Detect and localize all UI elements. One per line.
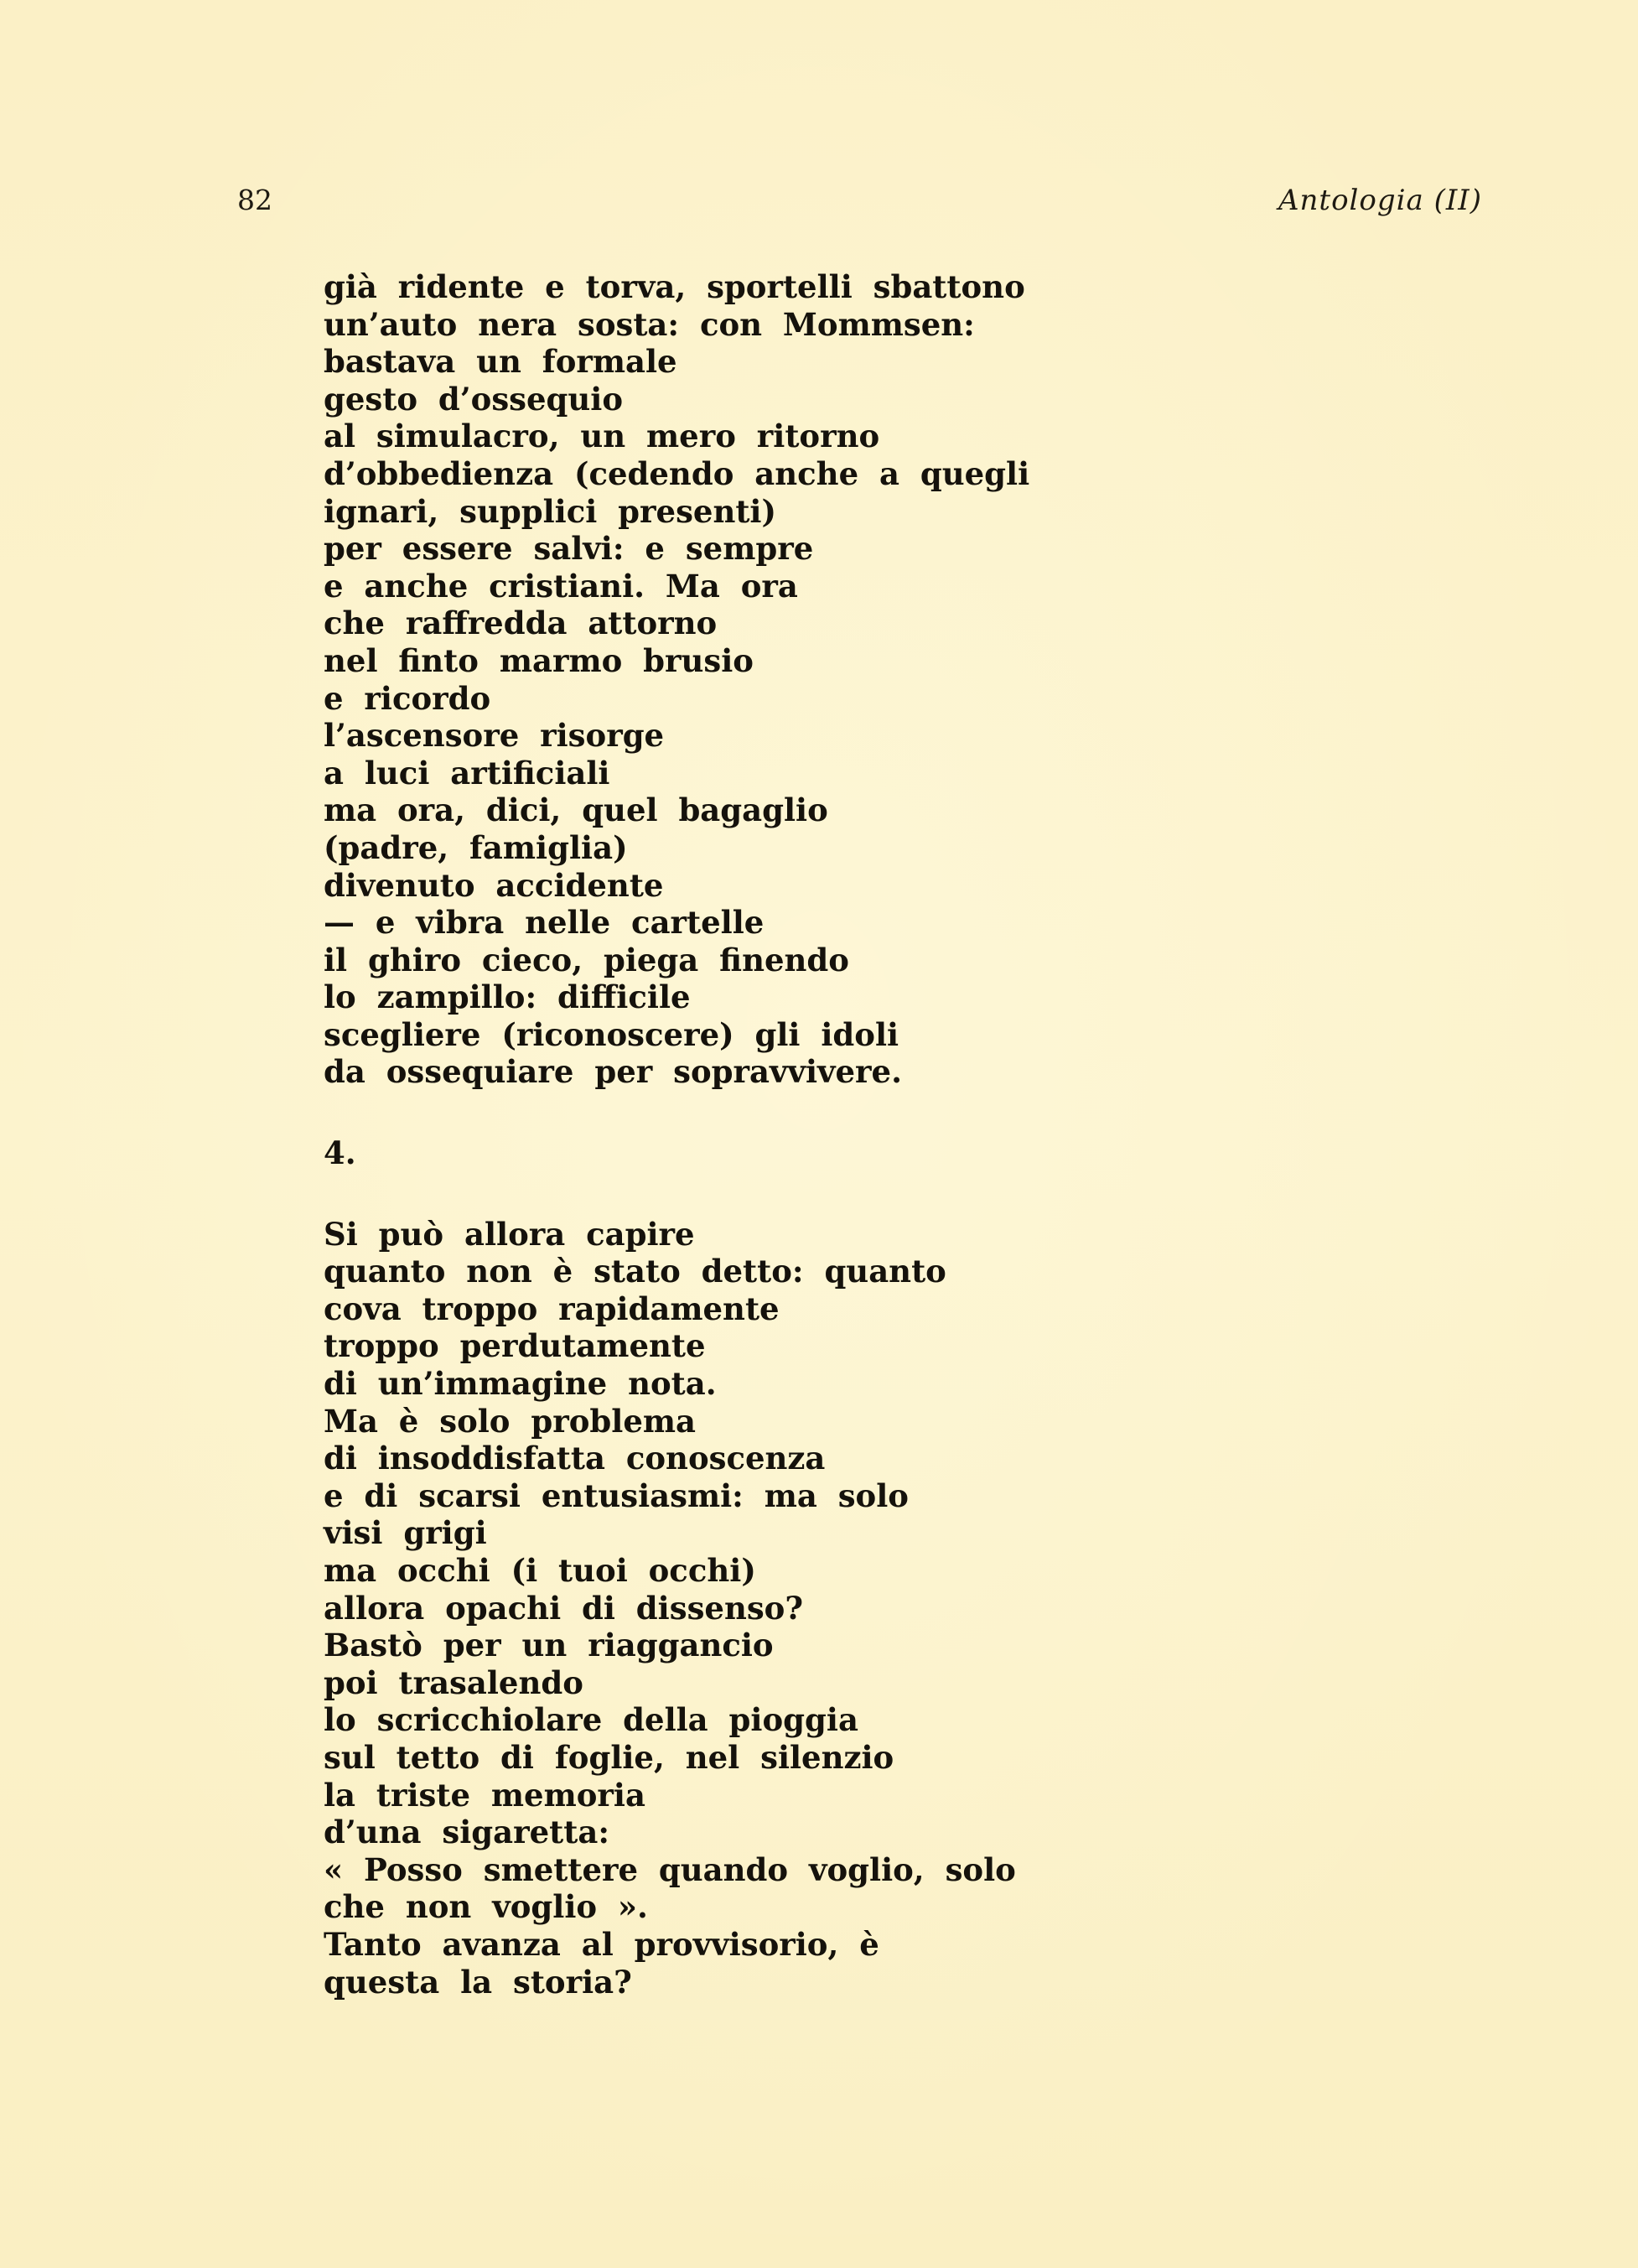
poem-line: l’ascensore risorge [324, 717, 665, 755]
poem-line: che non voglio ». [324, 1888, 648, 1926]
poem-line: a luci artificiali [324, 754, 610, 791]
poem-line: un’auto nera sosta: con Mommsen: [324, 305, 975, 343]
poem-line: da ossequiare per sopravvivere. [324, 1053, 902, 1091]
poem-line: e di scarsi entusiasmi: ma solo [324, 1477, 909, 1514]
poem-body [324, 268, 1413, 2001]
poem-line: « Posso smettere quando voglio, solo [324, 1850, 1016, 1888]
page-number: 82 [237, 184, 272, 216]
poem-line: bastava un formale [324, 343, 677, 381]
poem-line: cova troppo rapidamente [324, 1290, 780, 1327]
poem-line: e ricordo [324, 679, 491, 717]
poem-line: d’una sigaretta: [324, 1814, 609, 1851]
poem-line: nel finto marmo brusio [324, 641, 754, 679]
poem-line: — e vibra nelle cartelle [324, 904, 765, 942]
poem-line: il ghiro cieco, piega finendo [324, 941, 849, 978]
poem-line: ma occhi (i tuoi occhi) [324, 1552, 756, 1589]
poem-line: visi grigi [324, 1514, 487, 1552]
stanza-2 [324, 1216, 1413, 2001]
poem-line: ma ora, dici, quel bagaglio [324, 791, 828, 829]
poem-line: al simulacro, un mero ritorno [324, 418, 880, 455]
poem-line: scegliere (riconoscere) gli idoli [324, 1015, 899, 1053]
poem-line: quanto non è stato detto: quanto [324, 1253, 946, 1290]
poem-line: allora opachi di dissenso? [324, 1589, 804, 1627]
poem-line: ignari, supplici presenti) [324, 492, 776, 530]
poem-line: la triste memoria [324, 1776, 645, 1814]
poem-line: Bastò per un riaggancio [324, 1627, 774, 1664]
poem-line: lo zampillo: difficile [324, 978, 691, 1016]
poem-line: divenuto accidente [324, 866, 664, 904]
poem-line: troppo perdutamente [324, 1327, 706, 1365]
poem-line: poi trasalendo [324, 1663, 583, 1701]
poem-line: lo scricchiolare della pioggia [324, 1701, 858, 1739]
poem-line: di insoddisfatta conoscenza [324, 1440, 826, 1477]
page-header [0, 179, 1638, 226]
running-head: Antologia (II) [1278, 184, 1482, 217]
poem-line: gesto d’ossequio [324, 380, 624, 418]
poem-line: sul tetto di foglie, nel silenzio [324, 1738, 894, 1776]
poem-line: Si può allora capire [324, 1215, 695, 1253]
poem-line: per essere salvi: e sempre [324, 530, 814, 568]
poem-line: e anche cristiani. Ma ora [324, 567, 798, 605]
section-number: 4. [324, 1134, 356, 1172]
poem-line: Tanto avanza al provvisorio, è [324, 1925, 879, 1963]
poem-line: d’obbedienza (cedendo anche a quegli [324, 454, 1030, 492]
poem-line: (padre, famiglia) [324, 828, 628, 866]
poem-line: già ridente e torva, sportelli sbattono [324, 268, 1025, 305]
poem-line: di un’immagine nota. [324, 1365, 717, 1403]
poem-line: questa la storia? [324, 1963, 632, 2001]
poem-line: che raffredda attorno [324, 605, 718, 642]
stanza-1 [324, 268, 1413, 1091]
poem-line: Ma è solo problema [324, 1402, 696, 1440]
